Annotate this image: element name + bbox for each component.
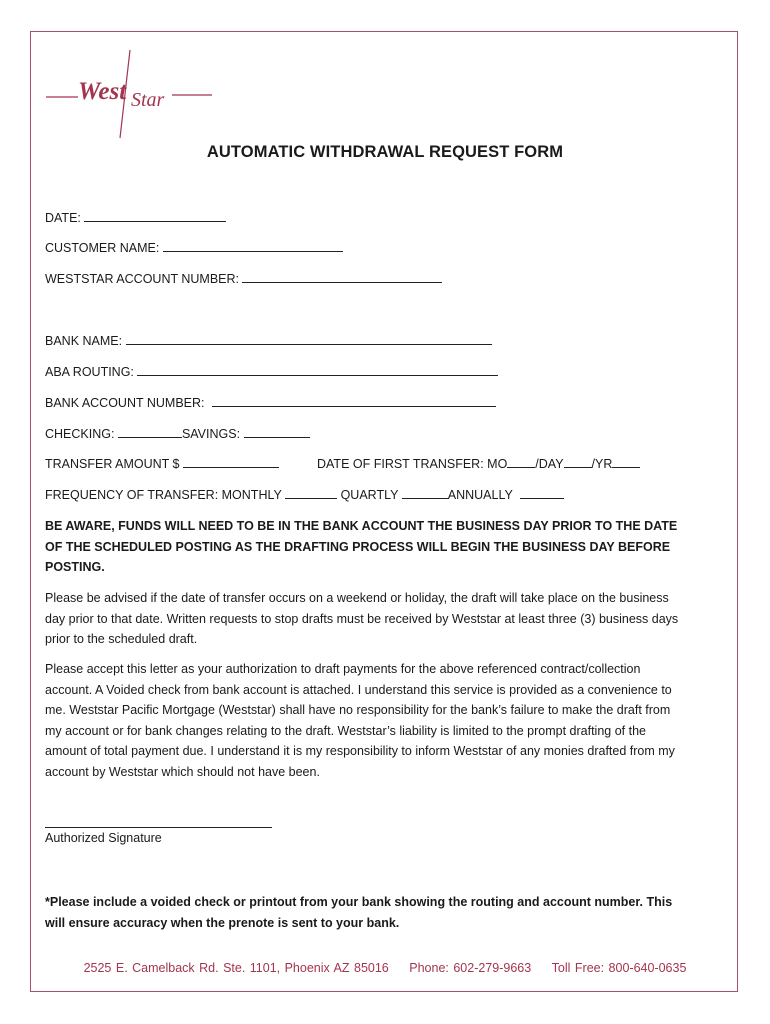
annually-input-line[interactable] [520, 487, 564, 499]
advisory-paragraph: Please be advised if the date of transfer occurs on a weekend or holiday, the draft will take place on the business day prior to that date. Written requests to stop drafts must be received by Weststar at least three (3) business days prior to the scheduled draft. [45, 591, 679, 647]
voided-check-note: *Please include a voided check or printout from your bank showing the routing and account number. This will ensure accuracy when the prenote is sent to your bank. [45, 895, 673, 930]
customer-name-field[interactable] [45, 240, 343, 255]
customer-name-label: CUSTOMER NAME: [45, 241, 160, 255]
first-transfer-month-line[interactable] [507, 456, 535, 468]
first-transfer-year-label: /YR [591, 457, 613, 471]
aba-routing-label: ABA ROUTING: [45, 365, 134, 379]
account-number-label: WESTSTAR ACCOUNT NUMBER: [45, 272, 239, 286]
transfer-amount-field[interactable] [45, 456, 279, 471]
checking-savings-field[interactable] [45, 426, 310, 441]
logo-star: Star [131, 89, 165, 111]
bank-name-label: BANK NAME: [45, 334, 123, 348]
bank-name-field[interactable] [45, 333, 492, 348]
bank-account-number-label: BANK ACCOUNT NUMBER: [45, 396, 205, 410]
frequency-field[interactable] [45, 487, 564, 502]
authorization-paragraph: Please accept this letter as your authorization to draft payments for the above referenced contract/collection account. A Voided check from bank account is attached. I understand this service is provided as a convenience to me. Weststar Pacific Mortgage (Weststar) shall have no responsibility for the bank’s failure to make the draft from my account or for bank changes relating to the draft. Weststar’s liability is limited to the prompt drafting of the amount of total payment due. I understand it is my responsibility to inform Weststar of any monies drafted from my account by Weststar which should not have been. [45, 662, 675, 779]
footer-contact [0, 961, 770, 975]
date-input-line[interactable] [84, 210, 226, 222]
page-border [30, 31, 738, 992]
first-transfer-day-line[interactable] [564, 456, 592, 468]
date-field[interactable] [45, 210, 226, 225]
footer-address: 2525 E. Camelback Rd. Ste. 1101, Phoenix AZ 85016 [83, 961, 389, 975]
savings-input-line[interactable] [244, 426, 310, 438]
transfer-amount-input-line[interactable] [183, 456, 279, 468]
customer-name-input-line[interactable] [163, 240, 343, 252]
bank-name-input-line[interactable] [126, 333, 492, 345]
quartly-input-line[interactable] [402, 487, 448, 499]
monthly-input-line[interactable] [285, 487, 337, 499]
signature-label: Authorized Signature [45, 831, 162, 845]
aba-routing-input-line[interactable] [137, 364, 498, 376]
footer-toll-free: Toll Free: 800-640-0635 [551, 961, 687, 975]
first-transfer-label: DATE OF FIRST TRANSFER: MO [317, 457, 508, 471]
warning-text: BE AWARE, FUNDS WILL NEED TO BE IN THE BANK ACCOUNT THE BUSINESS DAY PRIOR TO THE DATE OF THE SCHEDULED POSTING AS THE DRAFTING PROCESS WILL BEGIN THE BUSINESS DAY BEFORE POSTING. [45, 519, 678, 575]
savings-label: SAVINGS: [181, 427, 241, 441]
logo-west: West [78, 78, 127, 105]
weststar-logo [44, 48, 214, 140]
account-number-field[interactable] [45, 271, 442, 286]
checking-input-line[interactable] [118, 426, 182, 438]
bank-account-number-input-line[interactable] [212, 395, 496, 407]
transfer-amount-label: TRANSFER AMOUNT $ [45, 457, 180, 471]
footer-phone: Phone: 602-279-9663 [409, 961, 532, 975]
bank-account-number-field[interactable] [45, 395, 496, 410]
date-label: DATE: [45, 211, 81, 225]
signature-line[interactable] [45, 827, 272, 828]
form-title: AUTOMATIC WITHDRAWAL REQUEST FORM [206, 143, 564, 161]
quartly-label: QUARTLY [340, 488, 399, 502]
account-number-input-line[interactable] [242, 271, 442, 283]
first-transfer-day-label: /DAY [535, 457, 564, 471]
frequency-label: FREQUENCY OF TRANSFER: MONTHLY [45, 488, 282, 502]
logo-star-lines [44, 48, 214, 140]
first-transfer-year-line[interactable] [612, 456, 640, 468]
annually-label: ANNUALLY [447, 488, 513, 502]
checking-label: CHECKING: [45, 427, 115, 441]
first-transfer-date-field[interactable] [317, 456, 640, 471]
aba-routing-field[interactable] [45, 364, 498, 379]
